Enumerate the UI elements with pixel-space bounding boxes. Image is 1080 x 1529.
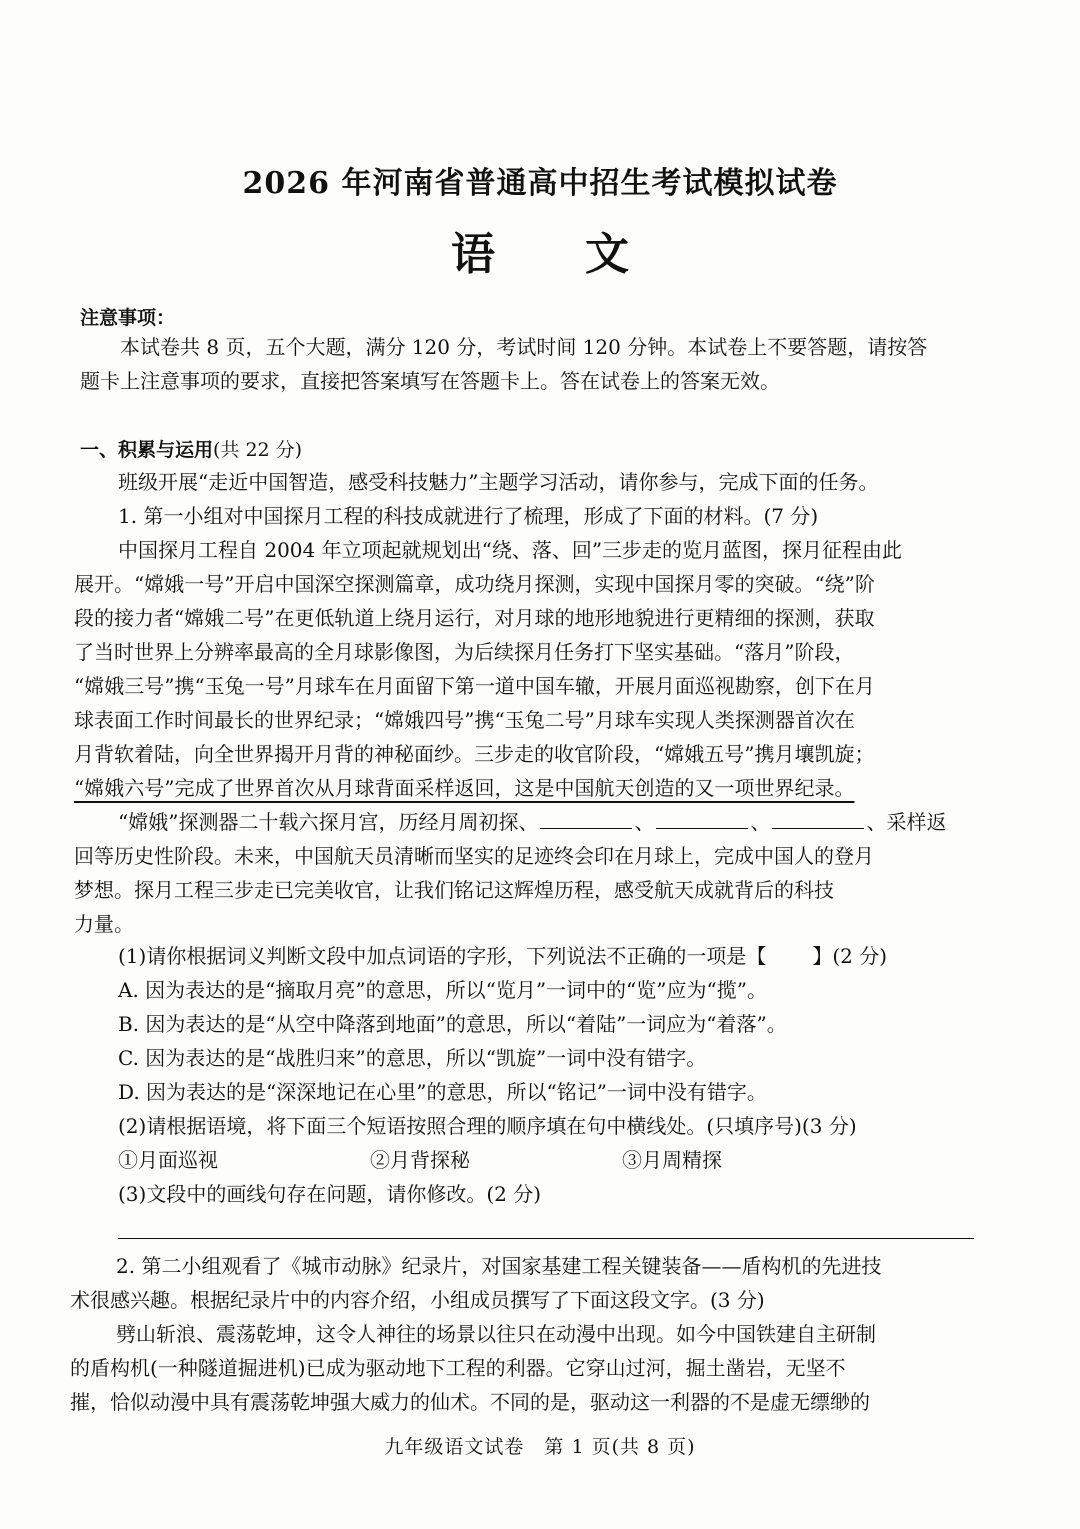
passage-line: 力量。 [74,912,134,936]
passage-line: 的盾构机(一种隧道掘进机)已成为驱动地下工程的利器。它穿山过河，掘土凿岩，无坚不 [70,1356,846,1380]
fill-blank [540,810,632,829]
fill-blank [772,810,864,829]
option-b: B. 因为表达的是“从空中降落到地面”的意思，所以“着陆”一词应为“着落”。 [118,1012,787,1036]
passage-text: “嫦娥”探测器二十载六探月宫，历经月周初探、 [118,810,539,834]
option-c: C. 因为表达的是“战胜归来”的意思，所以“凯旋”一词中没有错字。 [118,1046,707,1070]
question-2-stem: 术很感兴趣。根据纪录片中的内容介绍，小组成员撰写了下面这段文字。(3 分) [70,1288,765,1312]
blank-separator: 、 [750,810,771,834]
sub-question-1 [118,942,887,970]
sub-question-text: (1)请你根据词义判断文段中加点词语的字形，下列说法不正确的一项是【 [118,944,767,968]
phrase-option: ①月面巡视 [118,1148,218,1172]
sub-question-score: 】(2 分) [812,944,888,968]
passage-line: 月背软着陆，向全世界揭开月背的神秘面纱。三步走的收官阶段，“嫦娥五号”携月壤凯旋； [74,742,875,766]
option-a: A. 因为表达的是“摘取月亮”的意思，所以“览月”一词中的“览”应为“揽”。 [118,978,767,1002]
question-1-stem: 1. 第一小组对中国探月工程的科技成就进行了梳理，形成了下面的材料。(7 分) [118,504,819,528]
passage-line: “嫦娥三号”携“玉兔一号”月球车在月面留下第一道中国车辙，开展月面巡视勘察，创下在月 [74,674,875,698]
passage-line: 梦想。探月工程三步走已完美收官，让我们铭记这辉煌历程，感受航天成就背后的科技 [74,878,834,902]
notice-line: 题卡上注意事项的要求，直接把答案填写在答题卡上。答在试卷上的答案无效。 [80,369,780,393]
section-heading [80,436,302,464]
sub-question-2: (2)请根据语境，将下面三个短语按照合理的顺序填在句中横线处。(只填序号)(3 分) [118,1114,857,1138]
section-intro: 班级开展“走近中国智造，感受科技魅力”主题学习活动，请你参与，完成下面的任务。 [118,470,879,494]
phrase-options [118,1146,874,1174]
passage-line [118,808,946,836]
passage-line: 回等历史性阶段。未来，中国航天员清晰而坚实的足迹终会印在月球上，完成中国人的登月 [74,844,874,868]
passage-line: 展开。“嫦娥一号”开启中国深空探测篇章，成功绕月探测，实现中国探月零的突破。“绕”阶 [74,572,875,596]
section-title: 一、积累与运用 [80,439,214,461]
passage-line: 段的接力者“嫦娥二号”在更低轨道上绕月运行，对月球的地形地貌进行更精细的探测，获取 [74,606,875,630]
sub-question-3: (3)文段中的画线句存在问题，请你修改。(2 分) [118,1182,542,1206]
question-2-stem: 2. 第二小组观看了《城市动脉》纪录片，对国家基建工程关键装备——盾构机的先进技 [116,1254,882,1278]
passage-line: 了当时世界上分辨率最高的全月球影像图，为后续探月任务打下坚实基础。“落月”阶段， [74,640,855,664]
passage-line: 中国探月工程自 2004 年立项起就规划出“绕、落、回”三步走的览月蓝图，探月征程由此 [118,538,903,562]
passage-text: 、采样返 [866,810,947,834]
blank-separator: 、 [634,810,655,834]
fill-blank [656,810,748,829]
option-d: D. 因为表达的是“深深地记在心里”的意思，所以“铭记”一词中没有错字。 [118,1080,767,1104]
subject-title: 语文 [451,229,719,280]
passage-line: 摧，恰似动漫中具有震荡乾坤强大威力的仙术。不同的是，驱动这一利器的不是虚无缥缈的 [70,1390,870,1414]
passage-line: 球表面工作时间最长的世界纪录；“嫦娥四号”携“玉兔二号”月球车实现人类探测器首次在 [74,708,855,732]
underlined-sentence: “嫦娥六号”完成了世界首次从月球背面采样返回，这是中国航天创造的又一项世界纪录。 [74,776,855,800]
section-score: (共 22 分) [213,439,303,461]
exam-title: 2026 年河南省普通高中招生考试模拟试卷 [242,166,838,201]
phrase-option: ②月背探秘 [370,1148,470,1172]
page-footer: 九年级语文试卷 第 1 页(共 8 页) [384,1436,696,1458]
passage-line: 劈山斩浪、震荡乾坤，这令人神往的场景以往只在动漫中出现。如今中国铁建自主研制 [116,1322,876,1346]
notice-line: 本试卷共 8 页，五个大题，满分 120 分，考试时间 120 分钟。本试卷上不要答题，请按答 [120,335,928,359]
answer-line [118,1238,974,1239]
phrase-option: ③月周精探 [622,1148,722,1172]
notice-heading: 注意事项： [80,307,176,329]
